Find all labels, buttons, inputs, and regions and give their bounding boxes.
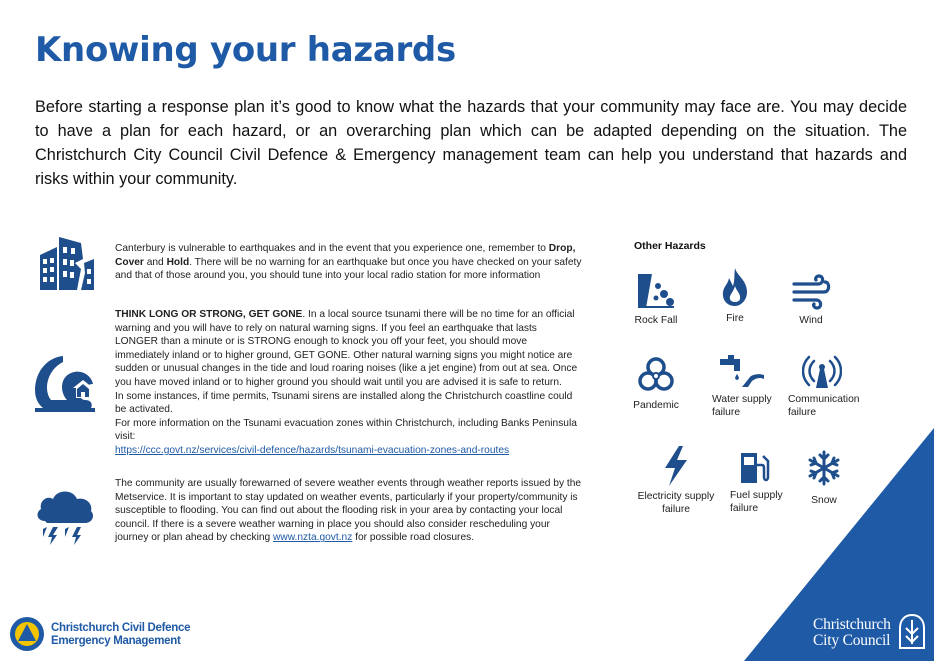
hazard-label: Fire — [726, 313, 744, 324]
hazard-wind — [761, 272, 861, 327]
hazard-pandemic — [606, 355, 706, 412]
city-council-logo-text: Christchurch City Council — [813, 616, 891, 649]
hazard-label: Fuel supply failure — [730, 490, 783, 514]
hazard-communication — [772, 355, 872, 419]
page-title: Knowing your hazards — [35, 30, 456, 70]
wind-icon — [790, 272, 832, 310]
lightning-icon — [661, 446, 691, 486]
cdem-logo-icon — [9, 616, 45, 652]
intro-paragraph: Before starting a response plan it’s good to know what the hazards that your community may face are. You may decide to have a plan for each hazard, or an overarching plan which can be adapted depending on the situation. The Christchurch City Council Civil Defence & Emergency management team can help you understand that hazards and risks within your community. — [35, 98, 907, 188]
damaged-buildings-icon — [37, 233, 95, 291]
tsunami-zones-link[interactable]: https://ccc.govt.nz/services/civil-defence/hazards/tsunami-evacuation-zones-and-routes — [115, 444, 510, 456]
tsunami-text: THINK LONG OR STRONG, GET GONE. In a local source tsunami there will be no time for an official warning and you will have to rely on natural warning signs. If you feel an earthquake that lasts LONGER than a minute or is STRONG enough to knock you off your feet, you should move immediately inland or to higher ground, GET GONE. Other natural warning signs you might notice are sudden or unusual changes in the tide and loud roaring noises (like a jet engine) from out at sea. Once you have moved inland or to higher ground you should wait until you are advised it is safe to return. In some instances, if time permits, Tsunami sirens are installed along the Christchurch coastline could be activated. For more information on the Tsunami evacuation zones within Christchurch, including Banks Peninsula visit: https://ccc.govt.nz/services/civil-defence/hazards/tsunami-evacuation-zones-and-routes — [115, 309, 578, 456]
hazard-label: Water supply failure — [712, 394, 772, 418]
severe-weather-text: The community are usually forewarned of severe weather events through weather reports issued by the Metservice. It is important to stay updated on weather events, particularly if your property/community is susceptible to flooding. You can find out about the flooding risk in your area by contacting your local council. If there is a severe weather warning in place you should also consider rescheduling your journey or plan ahead by checking www.nzta.govt.nz for possible road closures. — [115, 478, 582, 544]
storm-cloud-icon — [33, 485, 95, 547]
hazard-label: Snow — [811, 495, 837, 506]
water-tap-icon — [718, 355, 766, 389]
tsunami-wave-icon — [33, 354, 95, 412]
city-council-emblem-icon — [898, 614, 926, 650]
earthquake-text: Canterbury is vulnerable to earthquakes and in the event that you experience one, remember to Drop, Cover and Hold. There will be no warning for an earthquake but once you have checked on your safety and that of those around you, you should tune into your local radio station for more information — [115, 243, 582, 282]
cdem-logo-text: Christchurch Civil Defence Emergency Management — [51, 622, 191, 647]
signal-tower-icon — [802, 355, 842, 389]
other-hazards-title: Other Hazards — [634, 240, 706, 252]
biohazard-icon — [636, 355, 676, 395]
rock-fall-icon — [636, 272, 676, 310]
hazard-label: Communication failure — [788, 394, 860, 418]
hazard-label: Pandemic — [633, 400, 679, 411]
fire-icon — [717, 266, 753, 308]
hazard-label: Wind — [799, 315, 823, 326]
hazard-label: Electricity supply failure — [637, 491, 715, 515]
hazard-label: Rock Fall — [634, 315, 678, 326]
nzta-link[interactable]: www.nzta.govt.nz — [273, 532, 353, 544]
